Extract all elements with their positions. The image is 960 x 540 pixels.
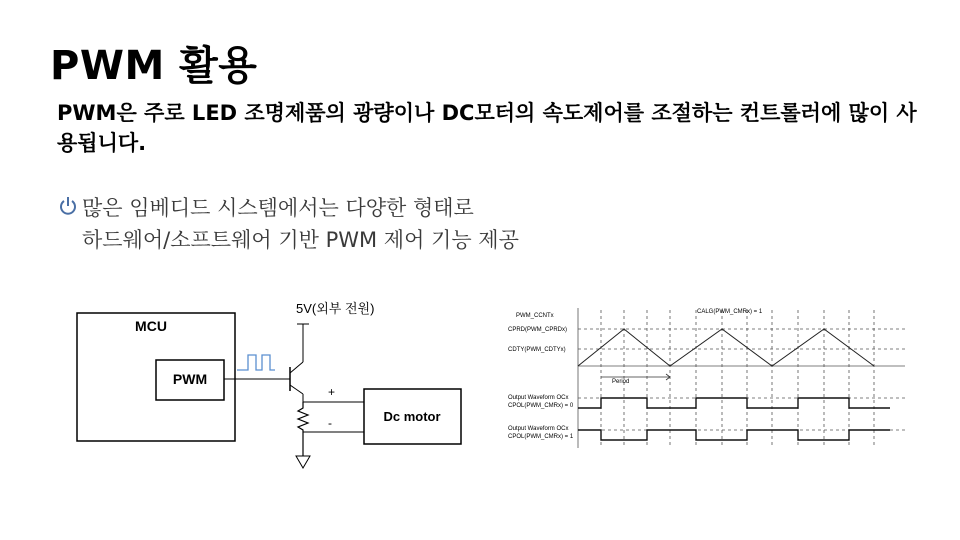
counter-triangle-wave	[578, 329, 874, 366]
supply-label: 5V(외부 전원)	[296, 301, 375, 316]
cdty-label: CDTY(PWM_CDTYx)	[508, 347, 566, 353]
calg-label: CALG(PWM_CMRx) = 1	[697, 309, 763, 315]
plus-label: +	[328, 385, 336, 399]
pwm-label: PWM	[172, 371, 208, 387]
out1-label-line1: Output Waveform OCx	[508, 426, 569, 432]
out1-label-line2: CPOL(PWM_CMRx) = 1	[508, 434, 574, 440]
cprd-label: CPRD(PWM_CPRDx)	[508, 327, 567, 333]
motor-label: Dc motor	[383, 409, 441, 424]
cnt-label: PWM_CCNTx	[516, 313, 554, 319]
bullet-line-1: 많은 임베디드 시스템에서는 다양한 형태로	[82, 196, 474, 220]
slide-title: PWM 활용	[50, 43, 258, 89]
period-label: Period	[612, 379, 630, 385]
output-waveform-cpol1	[578, 430, 890, 440]
out0-label-line1: Output Waveform OCx	[508, 395, 569, 401]
minus-label: -	[328, 416, 332, 430]
out0-label-line2: CPOL(PWM_CMRx) = 0	[508, 403, 574, 409]
bullet-line-2: 하드웨어/소프트웨어 기반 PWM 제어 기능 제공	[82, 228, 519, 252]
slide-description: PWM은 주로 LED 조명제품의 광량이나 DC모터의 속도제어를 조절하는 컨트롤러에 많이 사용됩니다.	[57, 101, 917, 155]
mcu-label: MCU	[135, 318, 167, 334]
output-waveform-cpol0	[578, 398, 890, 408]
